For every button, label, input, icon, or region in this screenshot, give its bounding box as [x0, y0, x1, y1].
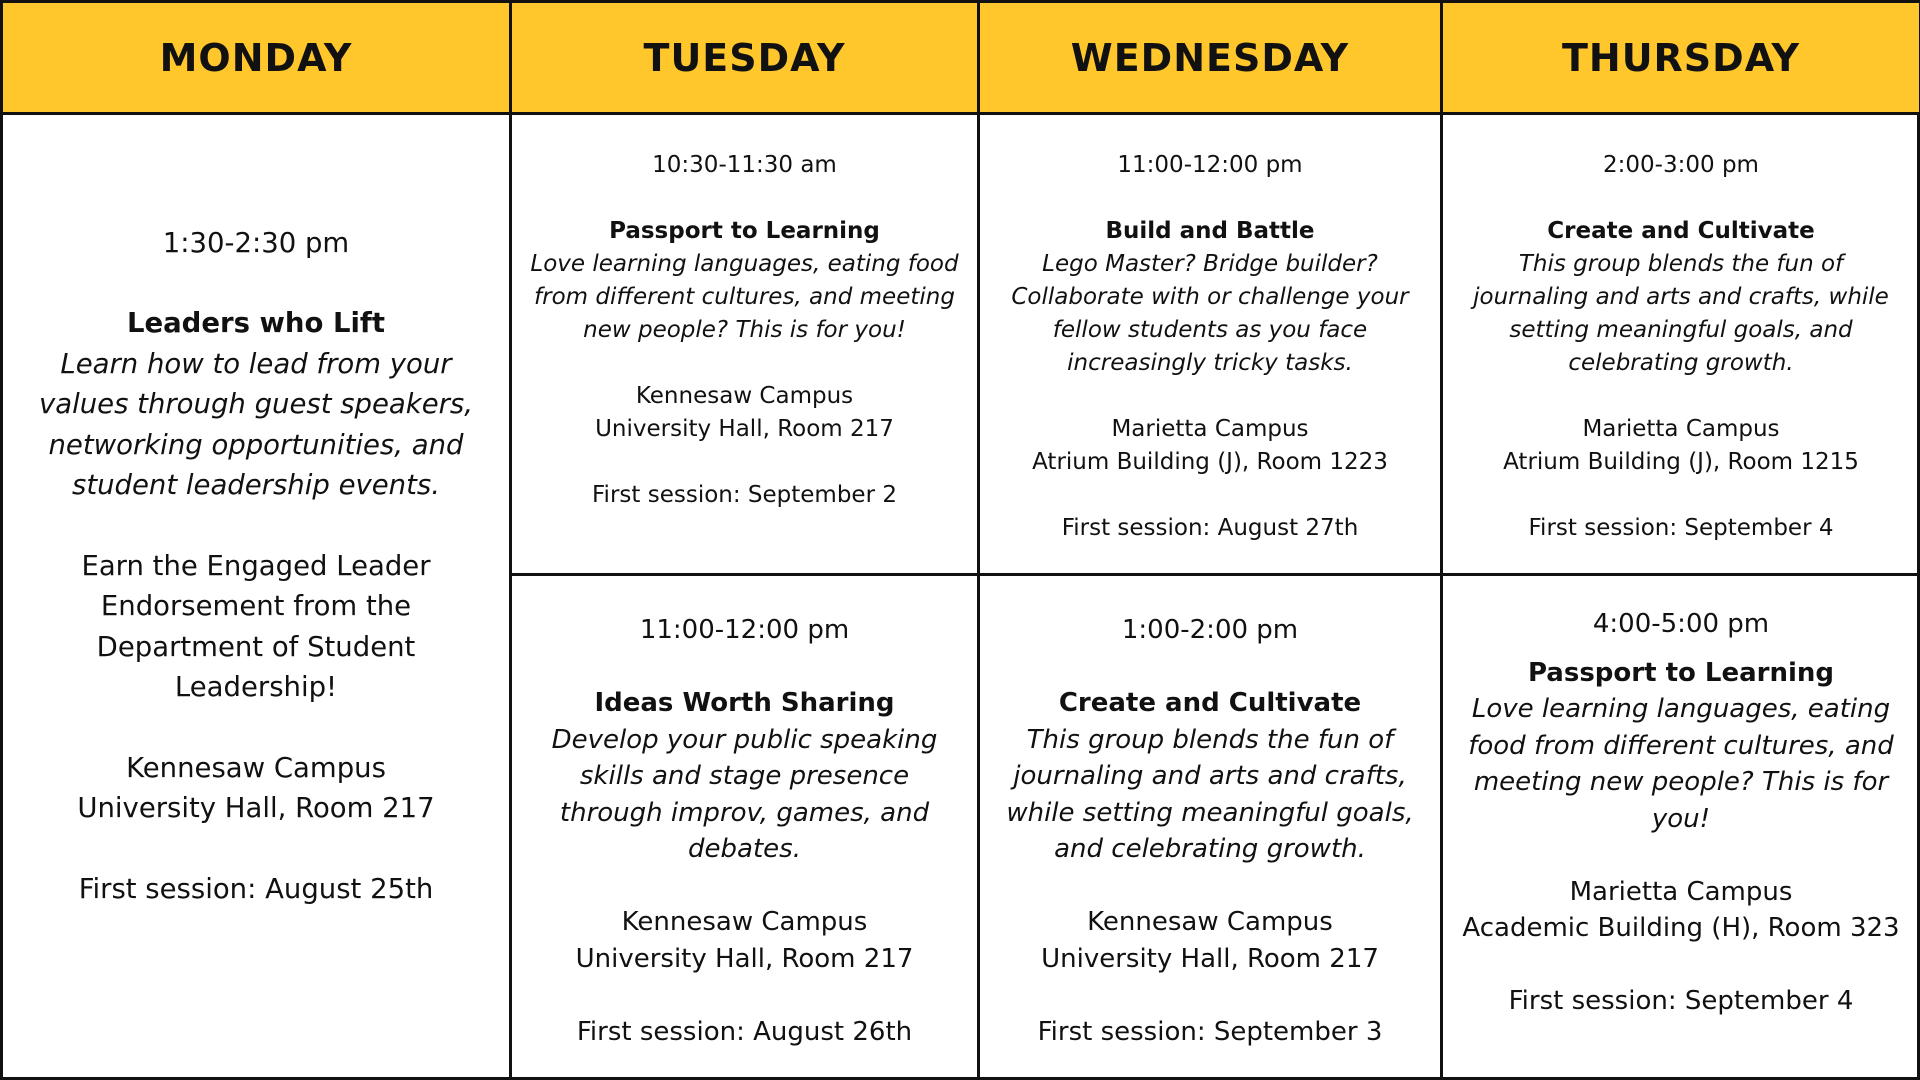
cell-thursday-bottom: [1443, 576, 1919, 1077]
session-campus: Kennesaw Campus: [126, 751, 386, 784]
session-room: University Hall, Room 217: [77, 792, 435, 825]
session-title: Passport to Learning: [609, 218, 880, 244]
session-title: Passport to Learning: [1527, 657, 1835, 688]
session-campus: Kennesaw Campus: [635, 383, 854, 409]
session-description: Learn how to lead from your values through guest speakers, networking opportunities, and student leadership events.: [38, 347, 473, 502]
session-first-date: First session: August 26th: [576, 1016, 913, 1047]
session-room: Atrium Building (J), Room 1223: [1032, 449, 1388, 475]
session-description: This group blends the fun of journaling and arts and crafts, while setting meaningful goals, and celebrating growth.: [1473, 251, 1889, 376]
cell-tuesday-top: [512, 115, 980, 576]
session-note: Earn the Engaged Leader Endorsement from the Department of Student Leadership!: [81, 549, 431, 704]
session-campus: Kennesaw Campus: [1087, 907, 1333, 937]
session-title: Ideas Worth Sharing: [594, 688, 895, 718]
session-title: Create and Cultivate: [1547, 218, 1815, 244]
session-first-date: First session: September 2: [592, 482, 897, 508]
session-time: 11:00-12:00 pm: [1117, 152, 1303, 178]
session-time: 10:30-11:30 am: [652, 152, 837, 178]
session-first-date: First session: September 4: [1528, 515, 1834, 541]
session-description: Love learning languages, eating food from different cultures, and meeting new people? This is for you!: [1468, 694, 1894, 834]
session-description: Lego Master? Bridge builder? Collaborate with or challenge your fellow students as you face increasingly tricky tasks.: [1011, 251, 1409, 376]
session-description: Develop your public speaking skills and stage presence through improv, games, and debates.: [551, 724, 938, 864]
session-time: 1:30-2:30 pm: [162, 226, 350, 259]
cell-thursday-top: [1443, 115, 1919, 576]
cell-monday: [3, 115, 512, 1077]
session-campus: Kennesaw Campus: [621, 907, 868, 937]
header-tuesday: TUESDAY: [512, 3, 980, 115]
session-room: University Hall, Room 217: [1041, 943, 1379, 974]
session-first-date: First session: August 25th: [78, 872, 434, 905]
session-campus: Marietta Campus: [1569, 876, 1793, 907]
session-time: 11:00-12:00 pm: [639, 615, 850, 645]
cell-wednesday-top: [980, 115, 1443, 576]
header-wednesday: WEDNESDAY: [980, 3, 1443, 115]
cell-wednesday-bottom: [980, 576, 1443, 1077]
session-first-date: First session: August 27th: [1061, 515, 1359, 541]
session-title: Leaders who Lift: [126, 307, 386, 340]
session-first-date: First session: September 4: [1508, 986, 1854, 1016]
session-time: 2:00-3:00 pm: [1603, 152, 1759, 178]
session-campus: Marietta Campus: [1111, 416, 1309, 442]
header-thursday: THURSDAY: [1443, 3, 1919, 115]
session-title: Build and Battle: [1105, 218, 1315, 244]
session-campus: Marietta Campus: [1582, 416, 1780, 442]
cell-tuesday-bottom: [512, 576, 980, 1077]
session-title: Create and Cultivate: [1058, 688, 1362, 718]
session-description: This group blends the fun of journaling and arts and crafts, while setting meaningful goals, and celebrating growth.: [1006, 724, 1414, 864]
session-room: University Hall, Room 217: [595, 416, 894, 442]
session-room: Academic Building (H), Room 323: [1462, 913, 1900, 943]
session-room: University Hall, Room 217: [575, 943, 914, 974]
session-time: 1:00-2:00 pm: [1121, 615, 1299, 645]
header-monday: MONDAY: [3, 3, 512, 115]
session-description: Love learning languages, eating food from different cultures, and meeting new people? This is for you!: [530, 251, 959, 343]
session-time: 4:00-5:00 pm: [1592, 609, 1770, 639]
session-first-date: First session: September 3: [1037, 1016, 1383, 1047]
session-room: Atrium Building (J), Room 1215: [1503, 449, 1859, 475]
